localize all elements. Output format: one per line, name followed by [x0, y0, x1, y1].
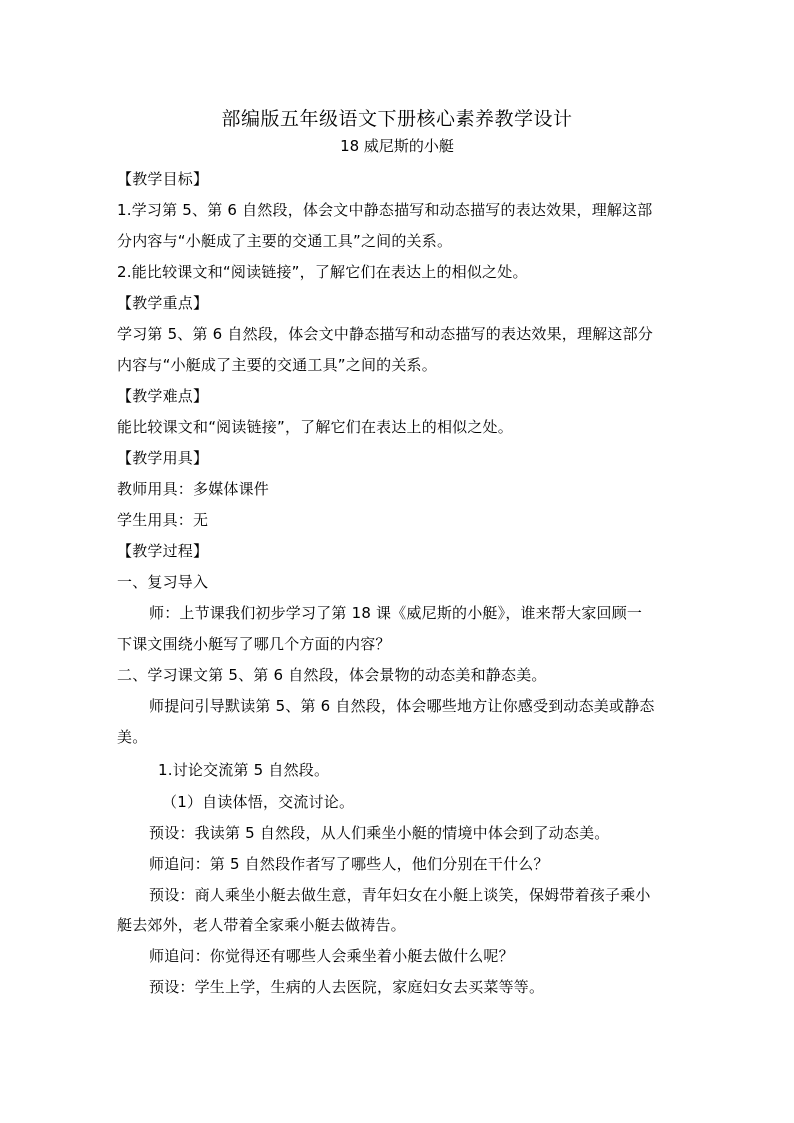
discussion-item-1: 1.讨论交流第 5 自然段。	[158, 761, 330, 779]
discussion-sub-item-1: （1）自读体悟，交流讨论。	[162, 793, 355, 811]
section-heading-key-points: 【教学重点】	[117, 294, 209, 312]
step-1-heading: 一、复习导入	[117, 573, 209, 591]
teacher-follow-up-1: 师追问：第 5 自然段作者写了哪些人，他们分别在干什么？	[149, 855, 549, 873]
review-question-line-1: 师：上节课我们初步学习了第 18 课《威尼斯的小艇》，谁来帮大家回顾一	[149, 604, 643, 622]
expected-answer-1: 预设：我读第 5 自然段，从人们乘坐小艇的情境中体会到了动态美。	[149, 824, 610, 842]
key-points-line-2: 内容与“小艇成了主要的交通工具”之间的关系。	[117, 356, 437, 374]
teacher-prompt-line-1: 师提问引导默读第 5、第 6 自然段，体会哪些地方让你感受到动态美或静态	[149, 697, 655, 715]
expected-answer-2-line-2: 艇去郊外，老人带着全家乘小艇去做祷告。	[117, 916, 406, 934]
teacher-follow-up-2: 师追问：你觉得还有哪些人会乘坐着小艇去做什么呢？	[149, 947, 514, 965]
teacher-prompt-line-2: 美。	[117, 728, 148, 746]
key-points-line-1: 学习第 5、第 6 自然段，体会文中静态描写和动态描写的表达效果，理解这部分	[117, 325, 653, 343]
lesson-subtitle: 18 威尼斯的小艇	[340, 137, 454, 155]
expected-answer-2-line-1: 预设：商人乘坐小艇去做生意，青年妇女在小艇上谈笑，保姆带着孩子乘小	[149, 886, 651, 904]
section-heading-tools: 【教学用具】	[117, 449, 209, 467]
step-2-heading: 二、学习课文第 5、第 6 自然段，体会景物的动态美和静态美。	[117, 666, 547, 684]
objective-1-line-1: 1.学习第 5、第 6 自然段，体会文中静态描写和动态描写的表达效果，理解这部	[117, 201, 653, 219]
section-heading-process: 【教学过程】	[117, 542, 209, 560]
section-heading-difficulties: 【教学难点】	[117, 387, 209, 405]
document-title: 部编版五年级语文下册核心素养教学设计	[221, 108, 573, 130]
objective-2: 2.能比较课文和“阅读链接”，了解它们在表达上的相似之处。	[117, 263, 528, 281]
difficulties-line: 能比较课文和“阅读链接”，了解它们在表达上的相似之处。	[117, 418, 513, 436]
expected-answer-3: 预设：学生上学，生病的人去医院，家庭妇女去买菜等等。	[149, 978, 545, 996]
student-tools: 学生用具：无	[117, 511, 209, 529]
review-question-line-2: 下课文围绕小艇写了哪几个方面的内容？	[117, 635, 391, 653]
objective-1-line-2: 分内容与“小艇成了主要的交通工具”之间的关系。	[117, 232, 453, 250]
section-heading-objectives: 【教学目标】	[117, 170, 209, 188]
teacher-tools: 教师用具：多媒体课件	[117, 480, 270, 498]
